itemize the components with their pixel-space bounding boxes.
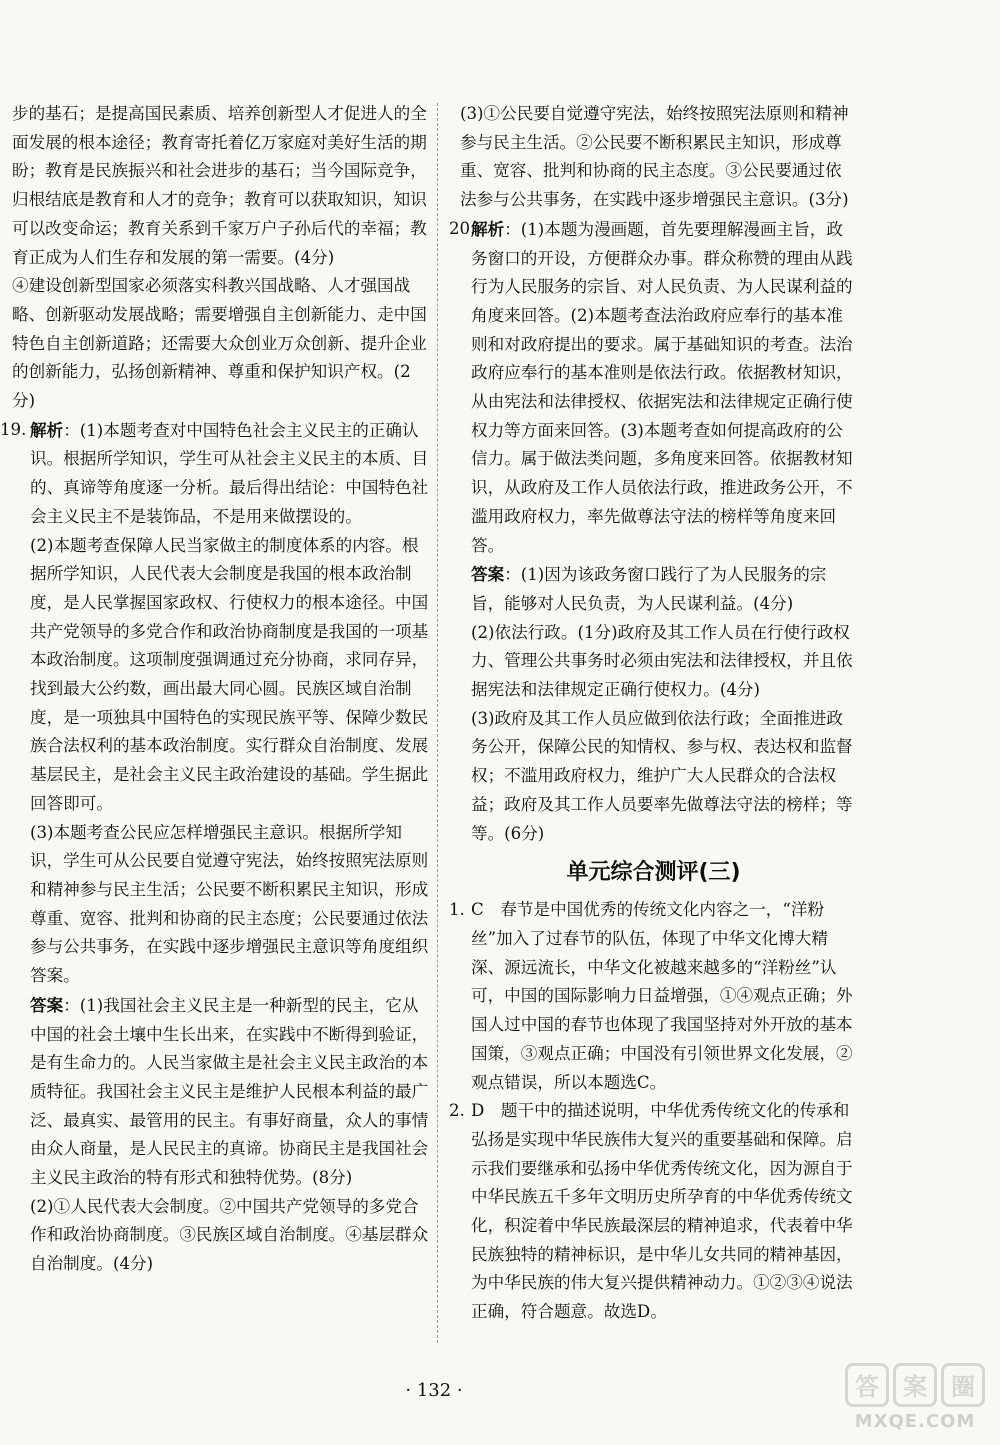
- question-1-text: C 春节是中国优秀的传统文化内容之一，“洋粉丝”加入了过春节的队伍，体现了中华文化博大精深、源远流长，中华文化被越来越多的“洋粉丝”认可，中国的国际影响力日益增强，①④观点正确；外国人过中国的春节也体现了我国坚持对外开放的基本国策，③观点正确；中国没有引领世界文化发展，②观点错误，所以本题选C。: [471, 900, 853, 1092]
- question-number: 2.: [449, 1101, 465, 1121]
- q18-point-4: ④建设创新型国家必须落实科教兴国战略、人才强国战略、创新驱动发展战略；需要增强自主创新能力、走中国特色自主创新道路；还需要大众创业万众创新、提升企业的创新能力，弘扬创新精神、尊重和保护知识产权。(2分): [12, 276, 427, 411]
- column-divider: [437, 103, 438, 1343]
- q18-continuation: 步的基石；是提高国民素质、培养创新型人才促进人的全面发展的根本途径；教育寄托着亿万家庭对美好生活的期盼；教育是民族振兴和社会进步的基石；当今国际竞争，归根结底是教育和人才的竞争；教育可以获取知识，知识可以改变命运；教育关系到千家万户子孙后代的幸福；教育正成为人们生存和发展的第一需要。(4分): [12, 104, 427, 267]
- watermark-glyph: 答: [845, 1363, 889, 1407]
- answer-text: ：(1)我国社会主义民主是一种新型的民主，它从中国的社会土壤中生长出来，在实践中不断得到验证，是有生命力的。人民当家做主是社会主义民主政治的本质特征。我国社会主义民主是维护人民根本利益的最广泛、最真实、最管用的民主。有事好商量，众人的事情由众人商量，是人民民主的真谛。协商民主是我国社会主义民主政治的特有形式和独特优势。(8分): [30, 995, 429, 1188]
- analysis-label: 解析: [30, 419, 64, 440]
- section-title: 单元综合测评(三): [566, 860, 741, 886]
- analysis-text: ：(1)本题考查对中国特色社会主义民主的正确认识。根据所学知识，学生可从社会主义民主的本质、目的、真谛等角度逐一分析。最后得出结论：中国特色社会主义民主不是装饰品，不是用来做摆设的。: [30, 420, 429, 526]
- q19-answer-1: [30, 991, 430, 1193]
- answer-label: 答案: [471, 564, 505, 585]
- watermark-glyphs: [845, 1363, 985, 1407]
- question-2: [449, 1097, 858, 1327]
- analysis-label: 解析: [471, 218, 505, 239]
- left-column: [0, 100, 430, 1279]
- watermark-glyph: 案: [893, 1363, 937, 1407]
- question-1: [449, 896, 858, 1097]
- page-number: · 132 ·: [405, 1380, 463, 1401]
- question-19: [0, 416, 430, 1279]
- watermark-url: MXQE.COM: [854, 1410, 976, 1432]
- q19-analysis-1: [30, 416, 430, 532]
- q20-answer-2: (2)依法行政。(1分)政府及其工作人员在行使行政权力、管理公共事务时必须由宪法和法律授权，并且依据宪法和法律规定正确行使权力。(4分): [471, 622, 853, 700]
- q19-answer-3: (3)①公民要自觉遵守宪法，始终按照宪法原则和精神参与民主生活。②公民要不断积累民主知识，形成尊重、宽容、批判和协商的民主态度。③公民要通过依法参与公共事务，在实践中逐步增强民主意识。(3分): [460, 104, 849, 210]
- q19-answer-2: (2)①人民代表大会制度。②中国共产党领导的多党合作和政治协商制度。③民族区域自治制度。④基层群众自治制度。(4分): [30, 1196, 429, 1274]
- right-column: [449, 100, 858, 1327]
- question-number: 19.: [0, 419, 27, 439]
- q19-analysis-3: (3)本题考查公民应怎样增强民主意识。根据所学知识，学生可从公民要自觉遵守宪法，始终按照宪法原则和精神参与民主生活；公民要不断积累民主知识，形成尊重、宽容、批判和协商的民主态度；公民要通过依法参与公共事务，在实践中逐步增强民主意识等角度组织答案。: [30, 822, 429, 986]
- watermark-glyph: 圈: [941, 1363, 985, 1407]
- q20-answer-1: [471, 560, 858, 618]
- q20-answer-3: (3)政府及其工作人员应做到依法行政；全面推进政务公开，保障公民的知情权、参与权、表达权和监督权；不滥用政府权力，维护广大人民群众的合法权益；政府及其工作人员要率先做尊法守法的榜样；等等。(6分): [471, 708, 853, 843]
- question-number: 1.: [449, 900, 465, 920]
- question-20-body: [471, 215, 858, 848]
- question-2-text: D 题干中的描述说明，中华优秀传统文化的传承和弘扬是实现中华民族伟大复兴的重要基础和保障。启示我们要继承和弘扬中华优秀传统文化，因为源自于中华民族五千多年文明历史所孕育的中华优秀传统文化，积淀着中华民族最深层的精神追求，代表着中华民族独特的精神标识，是中华儿女共同的精神基因，为中华民族的伟大复兴提供精神动力。①②③④说法正确，符合题意。故选D。: [471, 1101, 853, 1322]
- question-20: [449, 215, 858, 848]
- question-19-body: [30, 416, 430, 1279]
- q19-analysis-2: (2)本题考查保障人民当家做主的制度体系的内容。根据所学知识，人民代表大会制度是我国的根本政治制度，是人民掌握国家政权、行使权力的根本途径。中国共产党领导的多党合作和政治协商制度是我国的一项基本政治制度。这项制度强调通过充分协商，求同存异，找到最大公约数，画出最大同心圆。民族区域自治制度，是一项独具中国特色的实现民族平等、保障少数民族合法权利的基本政治制度。实行群众自治制度、发展基层民主，是社会主义民主政治建设的基础。学生据此回答即可。: [30, 535, 429, 813]
- analysis-text: ：(1)本题为漫画题，首先要理解漫画主旨，政务窗口的开设，方便群众办事。群众称赞的理由从践行为人民服务的宗旨、对人民负责、为人民谋利益的角度来回答。(2)本题考查法治政府应奉行的基本准则和对政府提出的要求。属于基础知识的考查。法治政府应奉行的基本准则是依法行政。依据教材知识，从由宪法和法律授权、依据宪法和法律规定正确行使权力等方面来回答。(3)本题考查如何提高政府的公信力。属于做法类问题，多角度来回答。依据教材知识，从政府及工作人员依法行政，推进政务公开，不滥用政府权力，率先做尊法守法的榜样等角度来回答。: [471, 219, 853, 555]
- q20-analysis: [471, 215, 858, 560]
- watermark-logo: [840, 1357, 990, 1437]
- question-number: 20.: [449, 218, 476, 238]
- answer-text: ：(1)因为该政务窗口践行了为人民服务的宗旨，能够对人民负责，为人民谋利益。(4分): [471, 565, 827, 613]
- answer-label: 答案: [30, 994, 64, 1015]
